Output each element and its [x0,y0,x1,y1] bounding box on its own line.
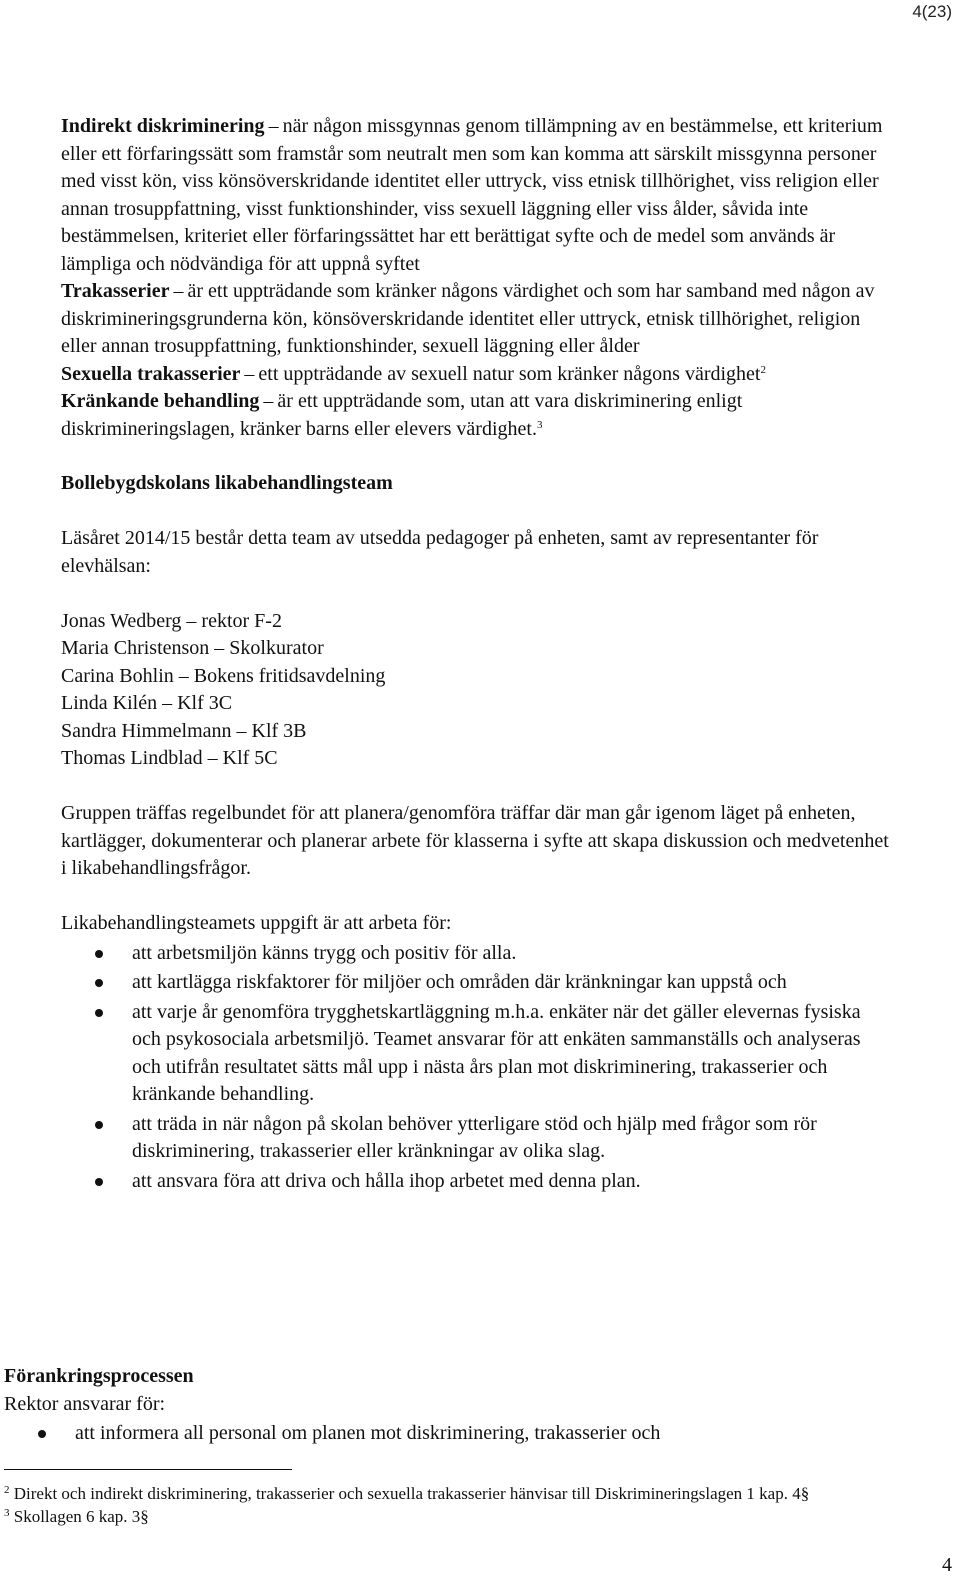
team-intro: Läsåret 2014/15 består detta team av utsedda pedagoger på enheten, samt av representanter för elevhälsan: [61,527,819,577]
footnotes [4,1482,954,1528]
anchoring-intro: Rektor ansvarar för: [4,1392,166,1415]
anchoring-section [4,1363,904,1450]
list-item: att ansvara föra att driva och hålla ihop arbetet med denna plan. [61,1168,891,1196]
footnote: $^2$ Direkt och indirekt diskriminering, trakasserier och sexuella trakasserier hänvisar till Diskrimineringslagen 1 kap. 4§ [4,1484,810,1503]
team-member: Carina Bohlin – Bokens fritidsavdelning [61,664,386,687]
footnote: $^3$ Skollagen 6 kap. 3§ [4,1507,149,1526]
list-item: att träda in när någon på skolan behöver ytterligare stöd och hjälp med frågor som rör diskriminering, trakasserier eller kränkningar av olika slag. [61,1111,891,1166]
definition-term: Sexuella trakasserier [61,362,241,385]
definition-text: är ett uppträdande som kränker någons värdighet och som har samband med någon av diskrimineringsgrunderna kön, könsöverskridande identitet eller uttryck, etnisk tillhörighet, religion eller annan trosuppfattning, funktionshinder, sexuell läggning eller ålder [61,280,875,357]
footnote-divider [4,1469,292,1470]
team-members [61,608,891,773]
definition-text: ett uppträdande av sexuell natur som kränker någons värdighet [258,362,761,385]
definition-term: Indirekt diskriminering [61,115,265,137]
definitions [61,113,891,443]
definition-harassment: Trakasserier – är ett uppträdande som kränker någons värdighet och som har samband med någon av diskrimineringsgrunderna kön, könsöverskridande identitet eller uttryck, etnisk tillhörighet, religion eller annan trosuppfattning, funktionshinder, sexuell läggning eller ålder [61,280,875,357]
team-tasks-list [61,940,891,1196]
definition-text: är ett uppträdande som, utan att vara diskriminering enligt diskrimineringslagen, kränker barns eller elevers värdighet. [61,390,743,440]
definition-indirect-discrimination: Indirekt diskriminering – när någon missgynnas genom tillämpning av en bestämmelse, ett kriterium eller ett förfaringssätt som framstår som neutralt men som kan komma att särskilt missgynna personer med visst kön, viss könsöverskridande identitet eller uttryck, viss etnisk tillhörighet, viss religion eller annan trosuppfattning, visst funktionshinder, viss sexuell läggning eller viss ålder, såvida inte bestämmelsen, kriteriet eller förfaringssättet har ett berättigat syfte och de medel som används är lämpliga och nödvändiga för att uppnå syftet [61,115,883,275]
definition-term: Kränkande behandling [61,390,260,412]
team-member: Linda Kilén – Klf 3C [61,692,233,714]
definition-text: när någon missgynnas genom tillämpning av en bestämmelse, ett kriterium eller ett förfaringssätt som framstår som neutralt men som kan komma att särskilt missgynna personer med visst kön, viss könsöverskridande identitet eller uttryck, viss etnisk tillhörighet, viss religion eller annan trosuppfattning, visst funktionshinder, viss sexuell läggning eller viss ålder, såvida inte bestämmelsen, kriteriet eller förfaringssättet har ett berättigat syfte och de medel som används är lämpliga och nödvändiga för att uppnå syftet [61,115,883,275]
anchoring-list [4,1420,904,1448]
definition-term: Trakasserier [61,280,170,302]
definition-degrading-treatment: Kränkande behandling – är ett uppträdande som, utan att vara diskriminering enligt diskrimineringslagen, kränker barns eller elevers värdighet.$^3$ [61,390,743,440]
list-item: att informera all personal om planen mot diskriminering, trakasserier och [4,1420,904,1448]
team-member: Sandra Himmelmann – Klf 3B [61,719,307,742]
team-heading: Bollebygdskolans likabehandlingsteam [61,472,393,494]
team-tasks-intro: Likabehandlingsteamets uppgift är att arbeta för: [61,912,452,934]
page-number: 4 [942,1554,952,1576]
team-member: Jonas Wedberg – rektor F-2 [61,609,282,632]
team-member: Thomas Lindblad – Klf 5C [61,747,278,769]
list-item: att varje år genomföra trygghetskartläggning m.h.a. enkäter när det gäller elevernas fysiska och psykosociala arbetsmiljö. Teamet ansvarar för att enkäten sammanställs och analyseras och utifrån resultatet sätts mål upp i nästa års plan mot diskriminering, trakasserier och kränkande behandling. [61,999,891,1109]
main-content [61,113,891,1197]
list-item: att kartlägga riskfaktorer för miljöer och områden där kränkningar kan uppstå och [61,969,891,997]
page-indicator: 4(23) [912,2,952,21]
footnote-ref[interactable]: 3 [536,418,543,431]
anchoring-heading: Förankringsprocessen [4,1365,194,1387]
definition-sexual-harassment: Sexuella trakasserier – ett uppträdande av sexuell natur som kränker någons värdighet$^2$ [61,362,766,385]
team-meeting-text: Gruppen träffas regelbundet för att planera/genomföra träffar där man går igenom läget på enheten, kartlägger, dokumenterar och planerar arbete för klasserna i syfte att skapa diskussion och medvetenhet i likabehandlingsfrågor. [61,802,889,879]
team-member: Maria Christenson – Skolkurator [61,637,324,659]
footnote-ref[interactable]: 2 [760,363,766,376]
list-item: att arbetsmiljön känns trygg och positiv för alla. [61,940,891,968]
